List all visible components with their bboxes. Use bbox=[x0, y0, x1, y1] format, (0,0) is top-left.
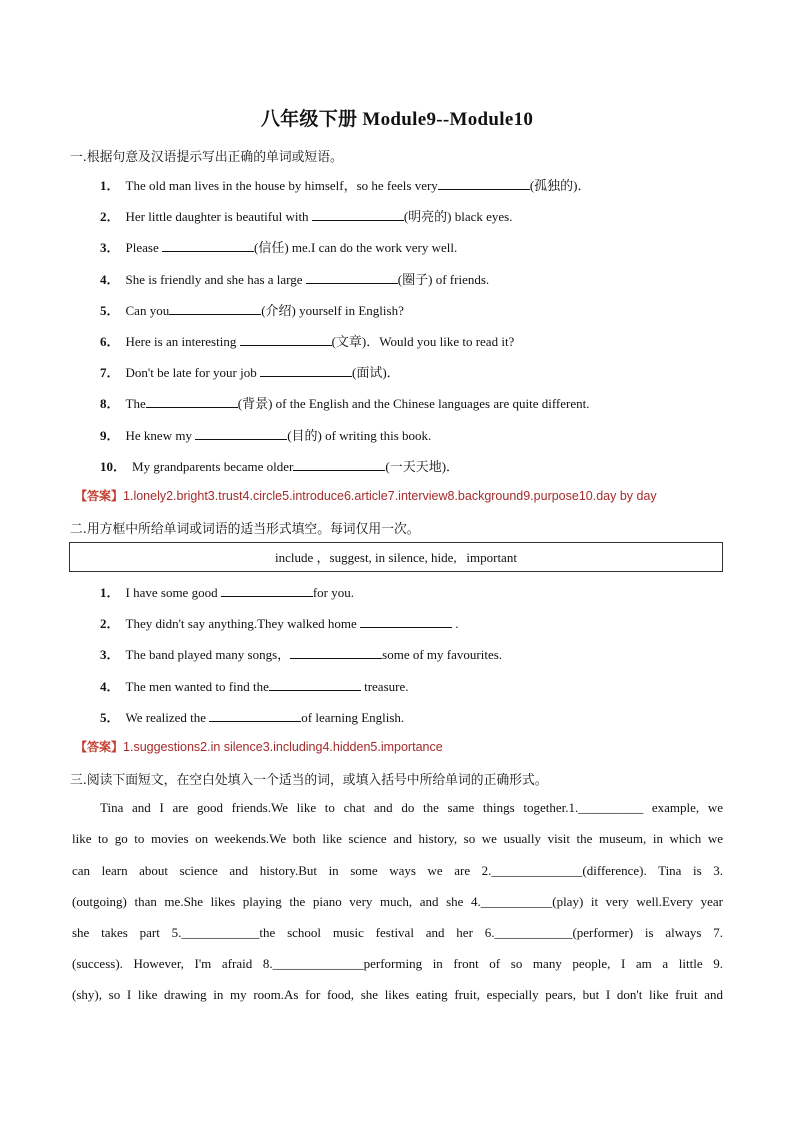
item-text: treasure. bbox=[360, 679, 409, 694]
item-text: Would you like to read it? bbox=[379, 334, 515, 349]
answer-blank[interactable] bbox=[169, 301, 261, 315]
word-box: include ，suggest, in silence, hide, important bbox=[69, 542, 723, 572]
item-text: He knew my bbox=[125, 428, 196, 443]
answer-blank[interactable] bbox=[162, 238, 254, 252]
item-text: me.I can do the work very well. bbox=[288, 240, 458, 255]
chinese-hint: (文章)． bbox=[331, 334, 380, 349]
fill-in-item bbox=[100, 393, 589, 412]
fill-in-item bbox=[100, 206, 513, 225]
section1-answer bbox=[75, 487, 657, 504]
section2-answer bbox=[75, 738, 443, 755]
answer-label: 【答案】 bbox=[75, 740, 124, 754]
fill-in-item bbox=[100, 613, 459, 632]
item-text: yourself in English? bbox=[295, 303, 404, 318]
item-text: The men wanted to find the bbox=[125, 679, 269, 694]
answer-blank[interactable] bbox=[312, 207, 404, 221]
fill-in-item bbox=[100, 676, 408, 695]
item-text: Here is an interesting bbox=[125, 334, 240, 349]
section2-heading: 二.用方框中所给单词或词语的适当形式填空。每词仅用一次。 bbox=[70, 522, 420, 537]
fill-in-item bbox=[100, 175, 590, 194]
item-text: black eyes. bbox=[451, 209, 513, 224]
item-number: 4． bbox=[100, 679, 120, 694]
chinese-hint: (介绍) bbox=[261, 303, 296, 318]
section3-heading: 三.阅读下面短文，在空白处填入一个适当的词，或填入括号中所给单词的正确形式。 bbox=[70, 773, 548, 788]
item-number: 6． bbox=[100, 334, 120, 349]
item-number: 2． bbox=[100, 209, 120, 224]
passage-line: (success). However, I'm afraid 8.______________performing in front of so many people, I am a little 9. bbox=[72, 956, 723, 971]
item-text: of the English and the Chinese languages are quite different. bbox=[272, 396, 590, 411]
answer-blank[interactable] bbox=[221, 583, 313, 597]
answer-blank[interactable] bbox=[240, 332, 332, 346]
fill-in-item bbox=[100, 362, 400, 381]
item-text: Please bbox=[125, 240, 162, 255]
section1-heading: 一.根据句意及汉语提示写出正确的单词或短语。 bbox=[70, 150, 343, 165]
fill-in-item bbox=[100, 300, 404, 319]
fill-in-item bbox=[100, 425, 431, 444]
answer-blank[interactable] bbox=[306, 270, 398, 284]
item-text: . bbox=[452, 616, 459, 631]
item-number: 4． bbox=[100, 272, 120, 287]
chinese-hint: (信任) bbox=[253, 240, 289, 255]
fill-in-item bbox=[100, 237, 457, 256]
item-number: 5． bbox=[100, 303, 120, 318]
answer-label: 【答案】 bbox=[75, 489, 124, 503]
answer-blank[interactable] bbox=[438, 176, 530, 190]
item-text: We realized the bbox=[125, 710, 210, 725]
answer-blank[interactable] bbox=[360, 614, 452, 628]
passage-line: can learn about science and history.But in some ways we are 2.______________(difference). Tina is 3. bbox=[72, 863, 723, 878]
item-text: Can you bbox=[125, 303, 170, 318]
chinese-hint: (孤独的)． bbox=[529, 178, 591, 193]
answer-blank[interactable] bbox=[260, 363, 352, 377]
chinese-hint: (目的) bbox=[287, 428, 322, 443]
item-number: 2． bbox=[100, 616, 120, 631]
passage-line: (outgoing) than me.She likes playing the piano very much, and she 4.___________(play) it very well.Every year bbox=[72, 894, 723, 909]
answer-blank[interactable] bbox=[290, 645, 382, 659]
item-number: 8． bbox=[100, 396, 120, 411]
chinese-hint: (明亮的) bbox=[403, 209, 452, 224]
item-text: Don't be late for your job bbox=[125, 365, 260, 380]
chinese-hint: (一天天地)． bbox=[385, 459, 460, 474]
item-number: 7． bbox=[100, 365, 120, 380]
passage-line: like to go to movies on weekends.We both like science and history, so we usually visit the museum, in which we bbox=[72, 831, 723, 846]
item-text: of friends. bbox=[432, 272, 490, 287]
item-number: 3． bbox=[100, 647, 120, 662]
item-text: The old man lives in the house by himself，so he feels very bbox=[125, 178, 438, 193]
passage-line: Tina and I are good friends.We like to chat and do the same things together.1.__________ example, we bbox=[100, 800, 723, 815]
fill-in-item bbox=[100, 582, 354, 601]
item-text: of learning English. bbox=[301, 710, 405, 725]
item-text: some of my favourites. bbox=[382, 647, 503, 662]
item-number: 9． bbox=[100, 428, 120, 443]
answer-blank[interactable] bbox=[146, 394, 238, 408]
passage-line: she takes part 5.____________the school music festival and her 6.____________(performer) is always 7. bbox=[72, 925, 723, 940]
answer-blank[interactable] bbox=[209, 708, 301, 722]
item-number: 3． bbox=[100, 240, 120, 255]
fill-in-item bbox=[100, 269, 489, 288]
answer-text: 1.suggestions2.in silence3.including4.hidden5.importance bbox=[123, 740, 443, 754]
item-text: I have some good bbox=[125, 585, 221, 600]
chinese-hint: (面试)． bbox=[352, 365, 400, 380]
fill-in-item bbox=[100, 707, 404, 726]
fill-in-item bbox=[100, 644, 502, 663]
item-text: for you. bbox=[312, 585, 354, 600]
chinese-hint: (背景) bbox=[237, 396, 273, 411]
item-text: My grandparents became older bbox=[132, 459, 294, 474]
fill-in-item bbox=[100, 456, 459, 475]
item-number: 1． bbox=[100, 178, 120, 193]
item-text: of writing this book. bbox=[321, 428, 432, 443]
page-title: 八年级下册 Module9--Module10 bbox=[260, 109, 534, 130]
chinese-hint: (圈子) bbox=[397, 272, 433, 287]
item-number: 10． bbox=[100, 459, 127, 474]
answer-text: 1.lonely2.bright3.trust4.circle5.introduce6.article7.interview8.background9.purpose10.day by day bbox=[123, 489, 657, 503]
answer-blank[interactable] bbox=[293, 457, 385, 471]
item-number: 1． bbox=[100, 585, 120, 600]
item-number: 5． bbox=[100, 710, 120, 725]
answer-blank[interactable] bbox=[195, 426, 287, 440]
item-text: She is friendly and she has a large bbox=[125, 272, 306, 287]
answer-blank[interactable] bbox=[269, 677, 361, 691]
passage-line: (shy), so I like drawing in my room.As for food, she likes eating fruit, especially pears, but I don't like fruit and bbox=[72, 987, 723, 1002]
fill-in-item bbox=[100, 331, 514, 350]
item-text: The band played many songs， bbox=[125, 647, 291, 662]
item-text: Her little daughter is beautiful with bbox=[125, 209, 312, 224]
item-text: They didn't say anything.They walked home bbox=[125, 616, 360, 631]
item-text: The bbox=[125, 396, 146, 411]
